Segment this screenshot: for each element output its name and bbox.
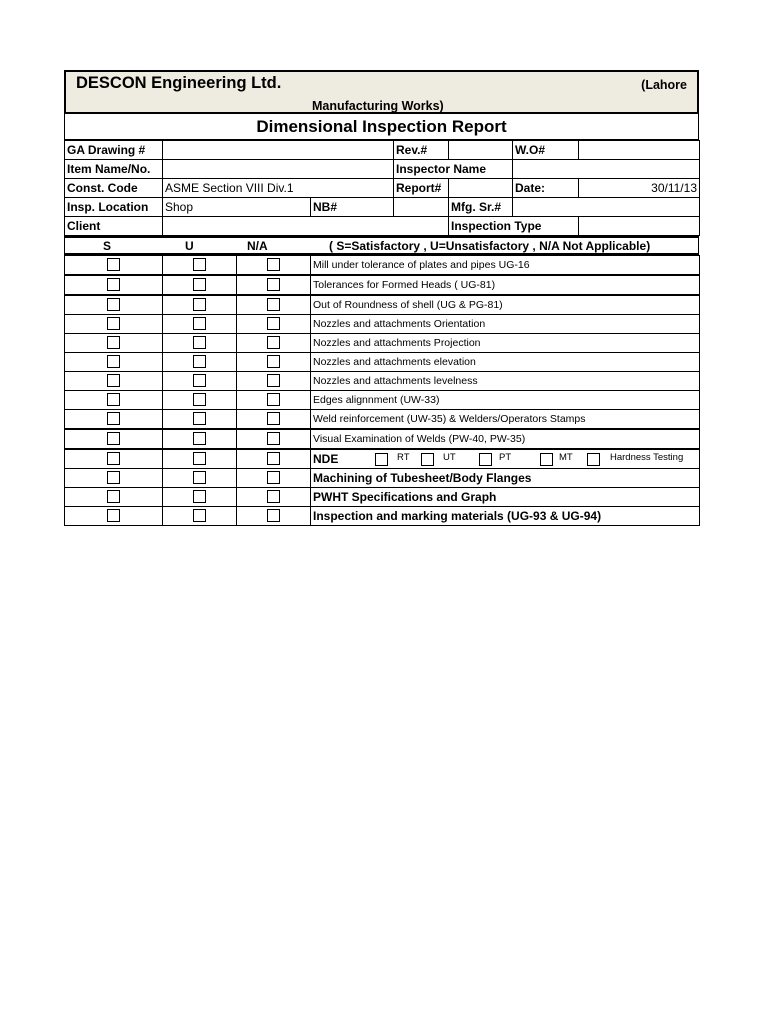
satisfactory-cell [65,449,163,469]
item-name-label: Item Name/No. [65,160,163,179]
not-applicable-cell [237,372,311,391]
not-applicable-checkbox[interactable] [267,298,280,311]
date-value[interactable]: 30/11/13 [579,179,700,198]
satisfactory-checkbox[interactable] [107,509,120,522]
unsatisfactory-cell [163,353,237,372]
inspection-type-label: Inspection Type [449,217,579,236]
unsatisfactory-checkbox[interactable] [193,412,206,425]
checklist-row [65,372,700,391]
nde-option-label: Hardness Testing [610,452,684,463]
checklist-row [65,334,700,353]
unsatisfactory-checkbox[interactable] [193,471,206,484]
unsatisfactory-checkbox[interactable] [193,336,206,349]
unsatisfactory-checkbox[interactable] [193,298,206,311]
info-row [65,160,700,179]
unsatisfactory-checkbox[interactable] [193,490,206,503]
satisfactory-checkbox[interactable] [107,278,120,291]
not-applicable-checkbox[interactable] [267,412,280,425]
unsatisfactory-cell [163,256,237,276]
info-row [65,198,700,217]
not-applicable-cell [237,488,311,507]
unsatisfactory-cell [163,449,237,469]
report-title: Dimensional Inspection Report [64,114,699,140]
not-applicable-checkbox[interactable] [267,374,280,387]
satisfactory-checkbox[interactable] [107,471,120,484]
date-label: Date: [513,179,579,198]
not-applicable-column-header: N/A [247,239,268,253]
satisfactory-cell [65,256,163,276]
satisfactory-checkbox[interactable] [107,412,120,425]
satisfactory-cell [65,372,163,391]
mfg-sr-label: Mfg. Sr.# [449,198,513,217]
report-number-label: Report# [394,179,449,198]
nde-label: NDE [313,452,339,466]
not-applicable-cell [237,391,311,410]
checklist-row [65,275,700,295]
not-applicable-checkbox[interactable] [267,336,280,349]
inspection-report-form [64,70,699,526]
inspector-name-label: Inspector Name [394,160,513,179]
not-applicable-cell [237,295,311,315]
ga-drawing-label: GA Drawing # [65,141,163,160]
not-applicable-checkbox[interactable] [267,471,280,484]
nde-option-label: MT [559,452,573,463]
unsatisfactory-checkbox[interactable] [193,355,206,368]
unsatisfactory-cell [163,469,237,488]
not-applicable-checkbox[interactable] [267,393,280,406]
satisfactory-cell [65,334,163,353]
unsatisfactory-cell [163,372,237,391]
checklist-item-label: Out of Roundness of shell (UG & PG-81) [311,295,700,315]
satisfactory-checkbox[interactable] [107,374,120,387]
not-applicable-checkbox[interactable] [267,490,280,503]
not-applicable-checkbox[interactable] [267,317,280,330]
unsatisfactory-checkbox[interactable] [193,452,206,465]
not-applicable-cell [237,334,311,353]
ga-drawing-field[interactable] [163,141,394,160]
not-applicable-cell [237,256,311,276]
nde-option-label: RT [397,452,410,463]
checklist-item-label: Nozzles and attachments Projection [311,334,700,353]
checklist-row [65,449,700,469]
wo-field[interactable] [579,141,700,160]
satisfactory-column-header: S [103,239,112,253]
report-number-field[interactable] [449,179,513,198]
location-text-start: (Lahore [641,78,687,92]
not-applicable-cell [237,410,311,430]
satisfactory-checkbox[interactable] [107,355,120,368]
info-row [65,141,700,160]
const-code-value[interactable]: ASME Section VIII Div.1 [163,179,394,198]
not-applicable-cell [237,507,311,526]
nb-label: NB# [311,198,394,217]
checklist-row [65,429,700,449]
nb-field[interactable] [394,198,449,217]
nde-option-label: PT [499,452,512,463]
not-applicable-cell [237,449,311,469]
unsatisfactory-checkbox[interactable] [193,317,206,330]
nde-cell [311,449,700,469]
insp-location-label: Insp. Location [65,198,163,217]
checklist-row [65,295,700,315]
nde-option-checkbox[interactable] [587,453,600,466]
legend-row [64,236,699,255]
unsatisfactory-cell [163,410,237,430]
client-label: Client [65,217,163,236]
unsatisfactory-cell [163,295,237,315]
satisfactory-cell [65,429,163,449]
not-applicable-checkbox[interactable] [267,432,280,445]
satisfactory-checkbox[interactable] [107,490,120,503]
unsatisfactory-column-header: U [185,239,194,253]
info-row [65,217,700,236]
satisfactory-checkbox[interactable] [107,393,120,406]
satisfactory-cell [65,353,163,372]
satisfactory-cell [65,469,163,488]
info-row [65,179,700,198]
checklist-row [65,488,700,507]
company-name: DESCON Engineering Ltd. [76,74,282,92]
checklist-item-label: Nozzles and attachments elevation [311,353,700,372]
not-applicable-checkbox[interactable] [267,258,280,271]
nde-option-checkbox[interactable] [540,453,553,466]
rev-field[interactable] [449,141,513,160]
const-code-label: Const. Code [65,179,163,198]
satisfactory-checkbox[interactable] [107,432,120,445]
wo-label: W.O# [513,141,579,160]
satisfactory-checkbox[interactable] [107,298,120,311]
satisfactory-cell [65,391,163,410]
unsatisfactory-cell [163,488,237,507]
checklist-item-label: Mill under tolerance of plates and pipes UG-16 [311,256,700,276]
satisfactory-cell [65,315,163,334]
not-applicable-checkbox[interactable] [267,355,280,368]
checklist-item-label: Edges alignnment (UW-33) [311,391,700,410]
unsatisfactory-checkbox[interactable] [193,278,206,291]
not-applicable-cell [237,315,311,334]
checklist-item-label: Inspection and marking materials (UG-93 & UG-94) [311,507,700,526]
rev-label: Rev.# [394,141,449,160]
satisfactory-cell [65,410,163,430]
checklist-item-label: Weld reinforcement (UW-35) & Welders/Operators Stamps [311,410,700,430]
unsatisfactory-cell [163,391,237,410]
satisfactory-cell [65,275,163,295]
unsatisfactory-checkbox[interactable] [193,432,206,445]
satisfactory-cell [65,507,163,526]
item-name-field[interactable] [163,160,394,179]
inspection-type-field[interactable] [579,217,700,236]
inspector-name-field[interactable] [513,160,700,179]
checklist-row [65,410,700,430]
checklist-row [65,391,700,410]
checklist-item-label: Machining of Tubesheet/Body Flanges [311,469,700,488]
info-table [64,140,700,236]
legend-text: ( S=Satisfactory , U=Unsatisfactory , N/A Not Applicable) [329,239,651,253]
checklist-row [65,353,700,372]
not-applicable-checkbox[interactable] [267,509,280,522]
location-text-end: Manufacturing Works) [312,99,444,113]
checklist-row [65,507,700,526]
insp-location-value[interactable]: Shop [163,198,311,217]
checklist-table [64,255,700,526]
checklist-item-label: Nozzles and attachments levelness [311,372,700,391]
unsatisfactory-checkbox[interactable] [193,509,206,522]
not-applicable-checkbox[interactable] [267,452,280,465]
not-applicable-cell [237,469,311,488]
client-field[interactable] [163,217,449,236]
unsatisfactory-checkbox[interactable] [193,393,206,406]
checklist-row [65,256,700,276]
nde-option-checkbox[interactable] [375,453,388,466]
company-header [64,70,699,114]
checklist-item-label: Nozzles and attachments Orientation [311,315,700,334]
nde-option-label: UT [443,452,456,463]
checklist-item-label: PWHT Specifications and Graph [311,488,700,507]
checklist-item-label: Visual Examination of Welds (PW-40, PW-35) [311,429,700,449]
unsatisfactory-checkbox[interactable] [193,258,206,271]
not-applicable-cell [237,275,311,295]
not-applicable-checkbox[interactable] [267,278,280,291]
satisfactory-checkbox[interactable] [107,452,120,465]
checklist-row [65,315,700,334]
not-applicable-cell [237,353,311,372]
satisfactory-checkbox[interactable] [107,258,120,271]
satisfactory-cell [65,295,163,315]
unsatisfactory-cell [163,334,237,353]
satisfactory-checkbox[interactable] [107,336,120,349]
checklist-item-label: Tolerances for Formed Heads ( UG-81) [311,275,700,295]
checklist-row [65,469,700,488]
mfg-sr-field[interactable] [513,198,700,217]
unsatisfactory-cell [163,429,237,449]
satisfactory-checkbox[interactable] [107,317,120,330]
satisfactory-cell [65,488,163,507]
nde-option-checkbox[interactable] [421,453,434,466]
unsatisfactory-cell [163,507,237,526]
unsatisfactory-checkbox[interactable] [193,374,206,387]
unsatisfactory-cell [163,315,237,334]
nde-option-checkbox[interactable] [479,453,492,466]
not-applicable-cell [237,429,311,449]
unsatisfactory-cell [163,275,237,295]
